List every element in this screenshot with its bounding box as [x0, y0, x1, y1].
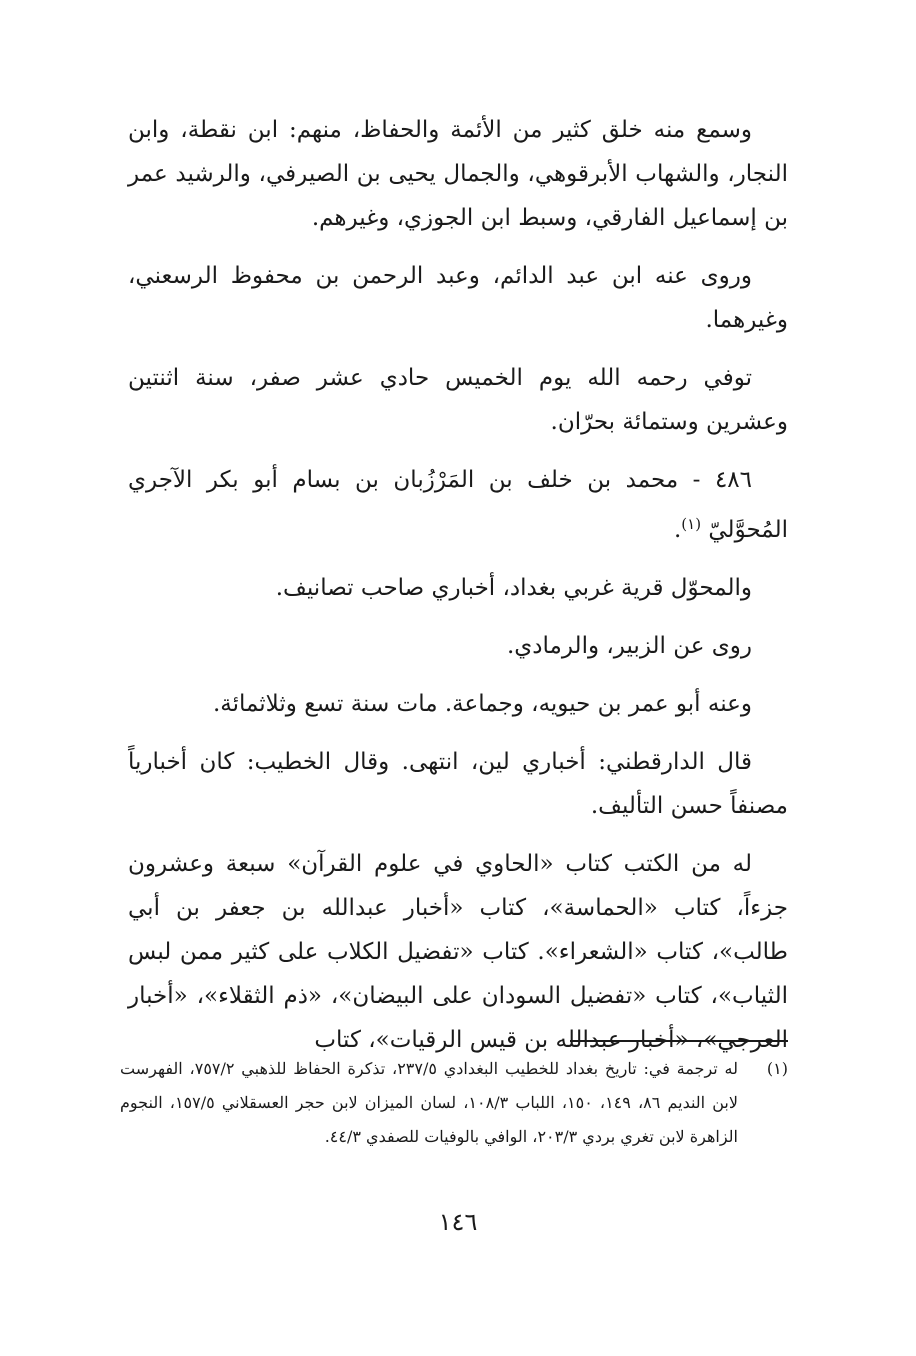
paragraph-entry-heading	[128, 458, 788, 552]
footnote-marker: (١)	[766, 1059, 788, 1078]
paragraph-narrated-from: روى عن الزبير، والرمادي.	[506, 633, 752, 659]
paragraph-death: توفي رحمه الله يوم الخميس حادي عشر صفر، سنة اثنتين وعشرين وستمائة بحرّان.	[128, 365, 788, 435]
main-text	[128, 108, 788, 1062]
paragraph-evaluation: قال الدارقطني: أخباري لين، انتهى. وقال الخطيب: كان أخبارياً مصنفاً حسن التأليف.	[128, 749, 788, 819]
paragraph-narrators: وروى عنه ابن عبد الدائم، وعبد الرحمن بن محفوظ الرسعني، وغيرهما.	[128, 263, 788, 333]
footnote-text: له ترجمة في: تاريخ بغداد للخطيب البغدادي ٢٣٧/٥، تذكرة الحفاظ للذهبي ٧٥٧/٢، الفهرست لابن النديم ٨٦، ١٤٩، ١٥٠، اللباب ١٠٨/٣، لسان الميزان لابن حجر العسقلاني ١٥٧/٥، النجوم الزاهرة لابن تغري بردي ٢٠٣/٣، الوافي بالوفيات للصفدي ٤٤/٣.	[120, 1059, 739, 1146]
paragraph-books: له من الكتب كتاب «الحاوي في علوم القرآن» سبعة وعشرون جزءاً، كتاب «الحماسة»، كتاب «أخبار عبدالله بن جعفر بن أبي طالب»، كتاب «الشعراء». كتاب «تفضيل الكلاب على كثير ممن لبس الثياب»، كتاب «تفضيل السودان على البيضان»، «ذم الثقلاء»، «أخبار العرجي»، «أخبار عبدالله بن قيس الرقيات»، كتاب	[128, 851, 788, 1053]
page-number: ١٤٦	[438, 1208, 478, 1236]
paragraph-muhawwal: والمحوّل قرية غربي بغداد، أخباري صاحب تصانيف.	[275, 575, 752, 601]
footnote	[120, 1052, 788, 1154]
paragraph-students: وعنه أبو عمر بن حيويه، وجماعة. مات سنة تسع وثلاثمائة.	[212, 691, 752, 717]
footnote-divider	[570, 1040, 788, 1042]
paragraph-listeners: وسمع منه خلق كثير من الأئمة والحفاظ، منهم: ابن نقطة، وابن النجار، والشهاب الأبرقوهي، والجمال يحيى بن الصيرفي، والرشيد عمر بن إسماعيل الفارقي، وسبط ابن الجوزي، وغيرهم.	[128, 117, 788, 231]
entry-heading-end: .	[673, 517, 682, 543]
entry-heading-text: ٤٨٦ - محمد بن خلف بن المَرْزُبان بن بسام أبو بكر الآجري المُحوَّليّ	[128, 467, 788, 543]
footnote-reference: (١)	[681, 515, 702, 533]
